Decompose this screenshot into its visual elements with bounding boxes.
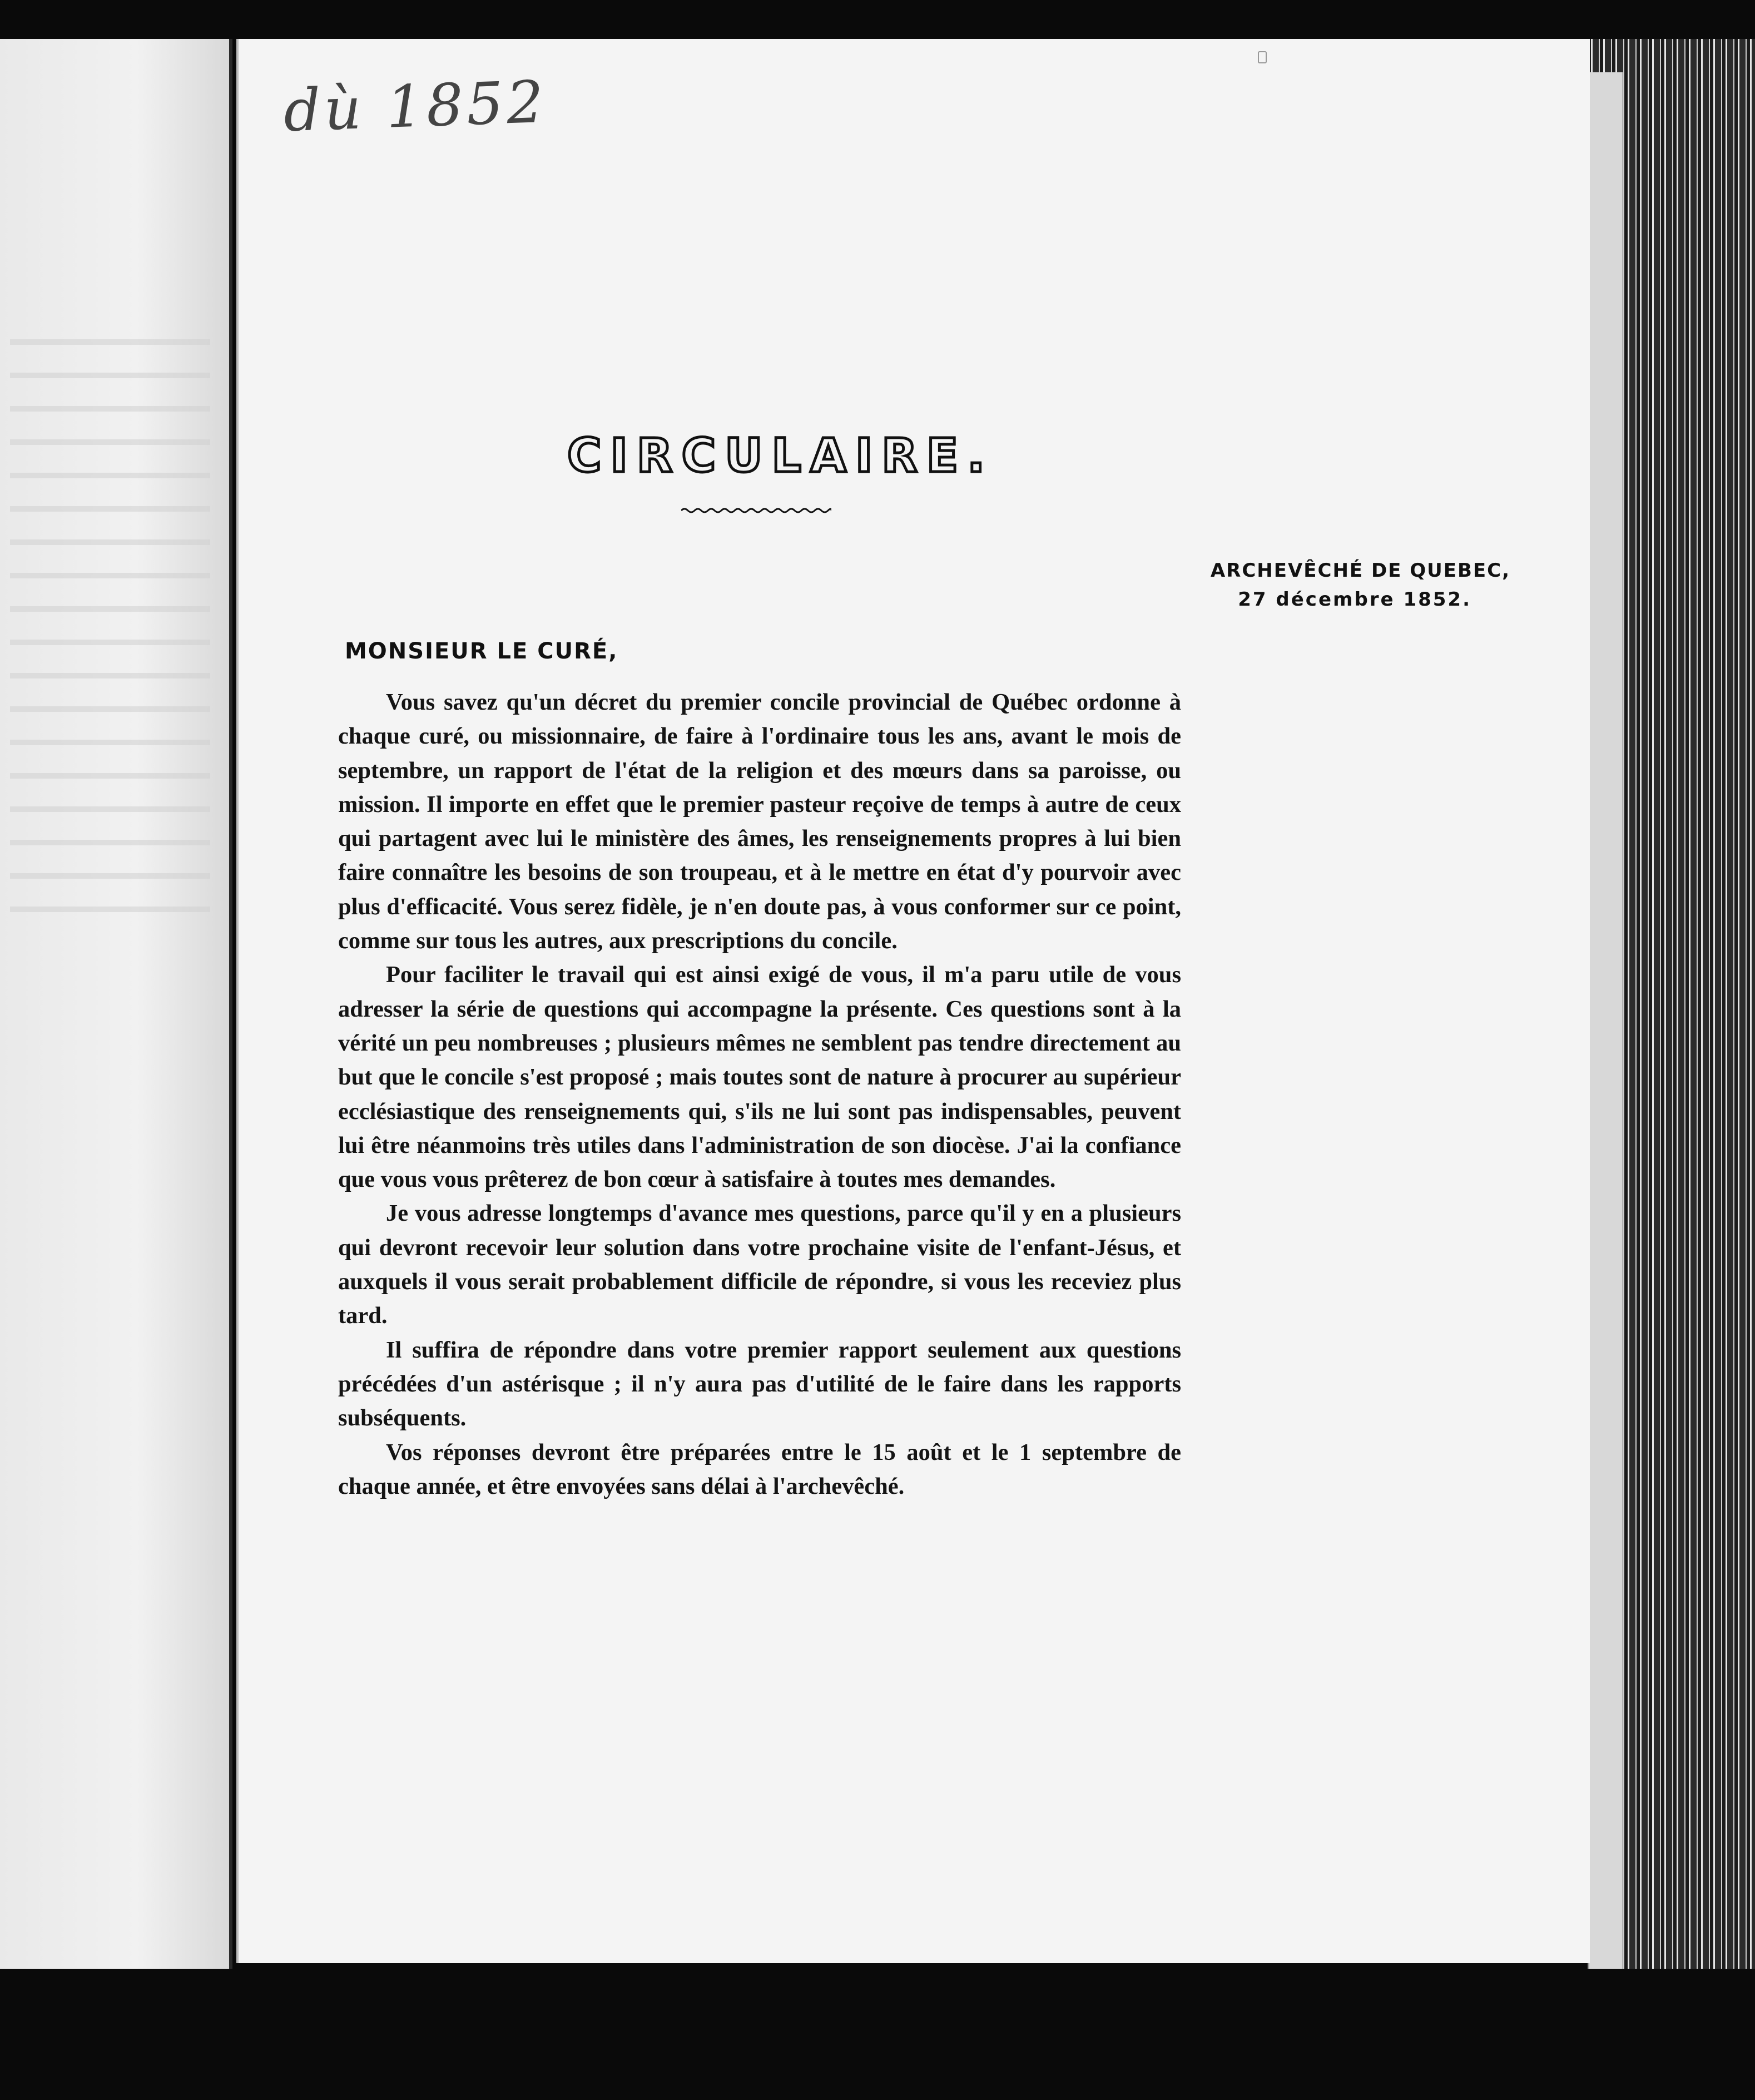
paragraph-5: Vos réponses devront être préparées entre le 15 août et le 1 septembre de chaque année, et être envoyées sans délai à l'archevêché. — [338, 1439, 1181, 1499]
dateline — [1211, 556, 1510, 614]
page-edge-inner — [1588, 72, 1623, 1974]
page-title: CIRCULAIRE. — [567, 428, 994, 483]
paragraph-3: Je vous adresse longtemps d'avance mes questions, parce qu'il y en a plusieurs qui devront recevoir leur solution dans votre prochaine visite de l'enfant-Jésus, et auxquels il vous serait probablement difficile de répondre, si vous les receviez plus tard. — [338, 1200, 1181, 1329]
letter-body — [338, 685, 1181, 1503]
decorative-wavy-rule — [681, 506, 831, 515]
paragraph-4: Il suffira de répondre dans votre premier rapport seulement aux questions précédées d'un astérisque ; il n'y aura pas d'utilité de le faire dans les rapports subséquents. — [338, 1336, 1181, 1432]
corner-mark — [1258, 51, 1267, 63]
dateline-place: ARCHEVÊCHÉ DE QUEBEC, — [1210, 559, 1510, 582]
salutation: MONSIEUR LE CURÉ, — [345, 638, 618, 664]
facing-page — [0, 39, 232, 1969]
scan-border — [0, 1969, 1755, 2100]
dateline-date: 27 décembre 1852. — [1238, 588, 1471, 611]
handwritten-note: dù 1852 — [282, 67, 548, 145]
paragraph-2: Pour faciliter le travail qui est ainsi exigé de vous, il m'a paru utile de vous adresser la série de questions qui accompagne la présente. Ces questions sont à la vérité un peu nombreuses ; plusieurs mêmes ne semblent pas tendre directement au but que le concile s'est proposé ; mais toutes sont de nature à procurer au supérieur ecclésiastique des renseignements qui, s'ils ne lui sont pas indispensables, peuvent lui être néanmoins très utiles dans l'administration de son diocèse. J'ai la confiance que vous vous prêterez de bon cœur à satisfaire à toutes mes demandes. — [338, 962, 1181, 1193]
paragraph-1: Vous savez qu'un décret du premier concile provincial de Québec ordonne à chaque curé, ou missionnaire, de faire à l'ordinaire tous les ans, avant le mois de septembre, un rapport de l'état de la religion et des mœurs dans sa paroisse, ou mission. Il importe en effet que le premier pasteur reçoive de temps à autre de ceux qui partagent avec lui le ministère des âmes, les renseignements propres à lui bien faire connaître les besoins de son troupeau, et à le mettre en état d'y pourvoir avec plus d'efficacité. Vous serez fidèle, je n'en doute pas, à vous conformer sur ce point, comme sur tous les autres, aux prescriptions du concile. — [338, 689, 1181, 954]
